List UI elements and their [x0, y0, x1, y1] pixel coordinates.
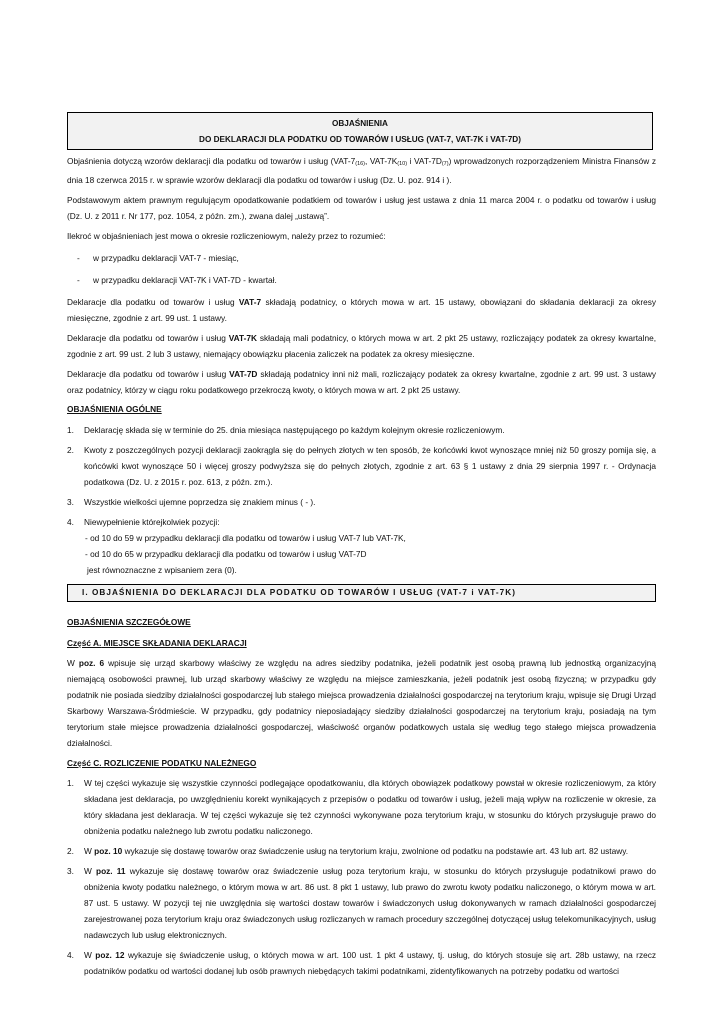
document-title-box — [67, 112, 653, 150]
part-c-heading: Część C. ROZLICZENIE PODATKU NALEŻNEGO — [67, 758, 257, 768]
section-title-box: I. OBJAŚNIENIA DO DEKLARACJI DLA PODATKU OD TOWARÓW I USŁUG (VAT-7 i VAT-7K) — [67, 584, 656, 602]
list-item: - w przypadku deklaracji VAT-7K i VAT-7D - kwartał. — [67, 272, 656, 288]
intro-paragraph-2: Podstawowym aktem prawnym regulującym opodatkowanie podatkiem od towarów i usług jest ustawa z dnia 11 marca 2004 r. o podatku od towarów i usług (Dz. U. z 2011 r. Nr 177, poz. 1054, z późn. zm.), zwana dalej „ustawą”. — [67, 195, 656, 221]
intro-paragraph-3: Ilekroć w objaśnieniach jest mowa o okresie rozliczeniowym, należy przez to rozumieć: — [67, 231, 386, 241]
detail-heading: OBJAŚNIENIA SZCZEGÓŁOWE — [67, 617, 191, 627]
intro-paragraph-vat7: Deklaracje dla podatku od towarów i usług VAT-7 składają podatnicy, o których mowa w art. 15 ustawy, obowiązani do składania deklaracji za okresy miesięczne, zgodnie z art. 99 ust. 1 ustawy. — [67, 297, 656, 323]
intro-paragraph-vat7d: Deklaracje dla podatku od towarów i usług VAT-7D składają podatnicy inni niż mali, rozliczający podatek za okresy kwartalne, zgodnie z art. 99 ust. 3 ustawy oraz podatnicy, którzy w ciągu roku podatkowego przekroczą kwoty, o których mowa w art. 2 pkt 25 ustawy. — [67, 369, 657, 395]
list-item: 1. W tej części wykazuje się wszystkie czynności podlegające opodatkowaniu, dla których obowiązek podatkowy powstał w okresie rozliczeniowym, za który składana jest deklaracja, po uwzględnieniu korekt wynikających z przepisów o podatku od towarów i usług, jeżeli mają wpływ na rozliczenie w okresie, za który składana jest deklaracja. W tej części wykazuje się też czynności wykonywane poza terytorium kraju, w stosunku do których przysługuje prawo do obniżenia podatku należnego lub zwrotu podatku naliczonego. — [67, 778, 656, 836]
dash-bullet: - — [77, 253, 80, 263]
list-item: 3. Wszystkie wielkości ujemne poprzedza się znakiem minus ( - ). — [67, 497, 316, 507]
general-heading: OBJAŚNIENIA OGÓLNE — [67, 404, 162, 414]
list-subitem: jest równoznaczne z wpisaniem zera (0). — [87, 565, 237, 575]
list-subitem: - od 10 do 59 w przypadku deklaracji dla podatku od towarów i usług VAT-7 lub VAT-7K, — [85, 533, 406, 543]
dash-bullet: - — [77, 275, 80, 285]
intro-paragraph-vat7k: Deklaracje dla podatku od towarów i usług VAT-7K składają mali podatnicy, o których mowa w art. 2 pkt 25 ustawy, rozliczający podatek za okresy kwartalne, zgodnie z art. 99 ust. 2 lub 3 ustawy, niemający obowiązku płacenia zaliczek na podatek za okresy miesięczne. — [67, 333, 657, 359]
list-subitem: - od 10 do 65 w przypadku deklaracji dla podatku od towarów i usług VAT-7D — [85, 549, 367, 559]
list-item: 1. Deklarację składa się w terminie do 25. dnia miesiąca następującego po każdym kolejnym okresie rozliczeniowym. — [67, 425, 505, 435]
list-item: 2. W poz. 10 wykazuje się dostawę towarów oraz świadczenie usług na terytorium kraju, zwolnione od podatku na podstawie art. 43 lub art. 82 ustawy. — [67, 846, 629, 856]
list-item: 2. Kwoty z poszczególnych pozycji deklaracji zaokrągla się do pełnych złotych w ten sposób, że końcówki kwot wynoszące mniej niż 50 groszy pomija się, a końcówki kwot wynoszące 50 i więcej groszy podwyższa się do pełnych złotych, zgodnie z art. 63 § 1 ustawy z dnia 29 sierpnia 1997 r. - Ordynacja podatkowa (Dz. U. z 2015 r. poz. 613, z późn. zm.). — [67, 445, 656, 487]
part-a-paragraph: W poz. 6 wpisuje się urząd skarbowy właściwy ze względu na adres siedziby podatnika, jeżeli podatnik jest osobą prawną lub jednostką organizacyjną niemającą osobowości prawnej, lub urząd skarbowy właściwy ze względu na miejsce zamieszkania, jeżeli podatnik jest osobą fizyczną; w przypadku gdy podatnik nie posiada siedziby działalności gospodarczej lub stałego miejsca prowadzenia działalności gospodarczej na terytorium kraju, wpisuje się Drugi Urząd Skarbowy Warszawa-Śródmieście. W przypadku, gdy podatnicy nieposiadający siedziby działalności gospodarczej na terytorium kraju, posiadają na tym terytorium stałe miejsce prowadzenia działalności gospodarczej, właściwość organów podatkowych ustala się według tego stałego miejsca prowadzenia działalności. — [67, 658, 656, 748]
intro-paragraph-1: Objaśnienia dotyczą wzorów deklaracji dla podatku od towarów i usług (VAT-7(16), VAT-7K(10) i VAT-7D(7)) wprowadzonych rozporządzeniem Ministra Finansów z dnia 18 czerwca 2015 r. w sprawie wzorów deklaracji dla podatku od towarów i usług (Dz. U. poz. 914 i ). — [67, 156, 656, 185]
document-title: OBJAŚNIENIA — [332, 119, 388, 128]
document-body — [67, 153, 656, 983]
list-item: - w przypadku deklaracji VAT-7 - miesiąc, — [67, 250, 656, 266]
document-subtitle: DO DEKLARACJI DLA PODATKU OD TOWARÓW I USŁUG (VAT-7, VAT-7K i VAT-7D) — [199, 135, 521, 144]
part-a-heading: Część A. MIEJSCE SKŁADANIA DEKLARACJI — [67, 638, 247, 648]
list-item: 4. Niewypełnienie którejkolwiek pozycji: — [67, 517, 220, 527]
list-item: 3. W poz. 11 wykazuje się dostawę towarów oraz świadczenie usług poza terytorium kraju, w stosunku do których przysługuje podatnikowi prawo do obniżenia kwoty podatku należnego, o którym mowa w art. 86 ust. 8 pkt 1 ustawy, lub prawo do zwrotu kwoty podatku naliczonego, o którym mowa w art. 87 ust. 5 ustawy. W pozycji tej nie uwzględnia się wartości dostaw towarów i świadczonych usług dokonywanych w ramach działalności gospodarczej zarejestrowanej poza terytorium kraju oraz świadczonych usług rozliczanych w ramach procedury szczególnej dotyczącej usług telekomunikacyjnych, usług nadawczych lub usług elektronicznych. — [67, 866, 657, 940]
list-item: 4. W poz. 12 wykazuje się świadczenie usług, o których mowa w art. 100 ust. 1 pkt 4 ustawy, tj. usług, do których stosuje się art. 28b ustawy, na rzecz podatników podatku od wartości dodanej lub osób prawnych niebędących takimi podatnikami, zidentyfikowanych na potrzeby podatku od wartości — [67, 950, 657, 976]
